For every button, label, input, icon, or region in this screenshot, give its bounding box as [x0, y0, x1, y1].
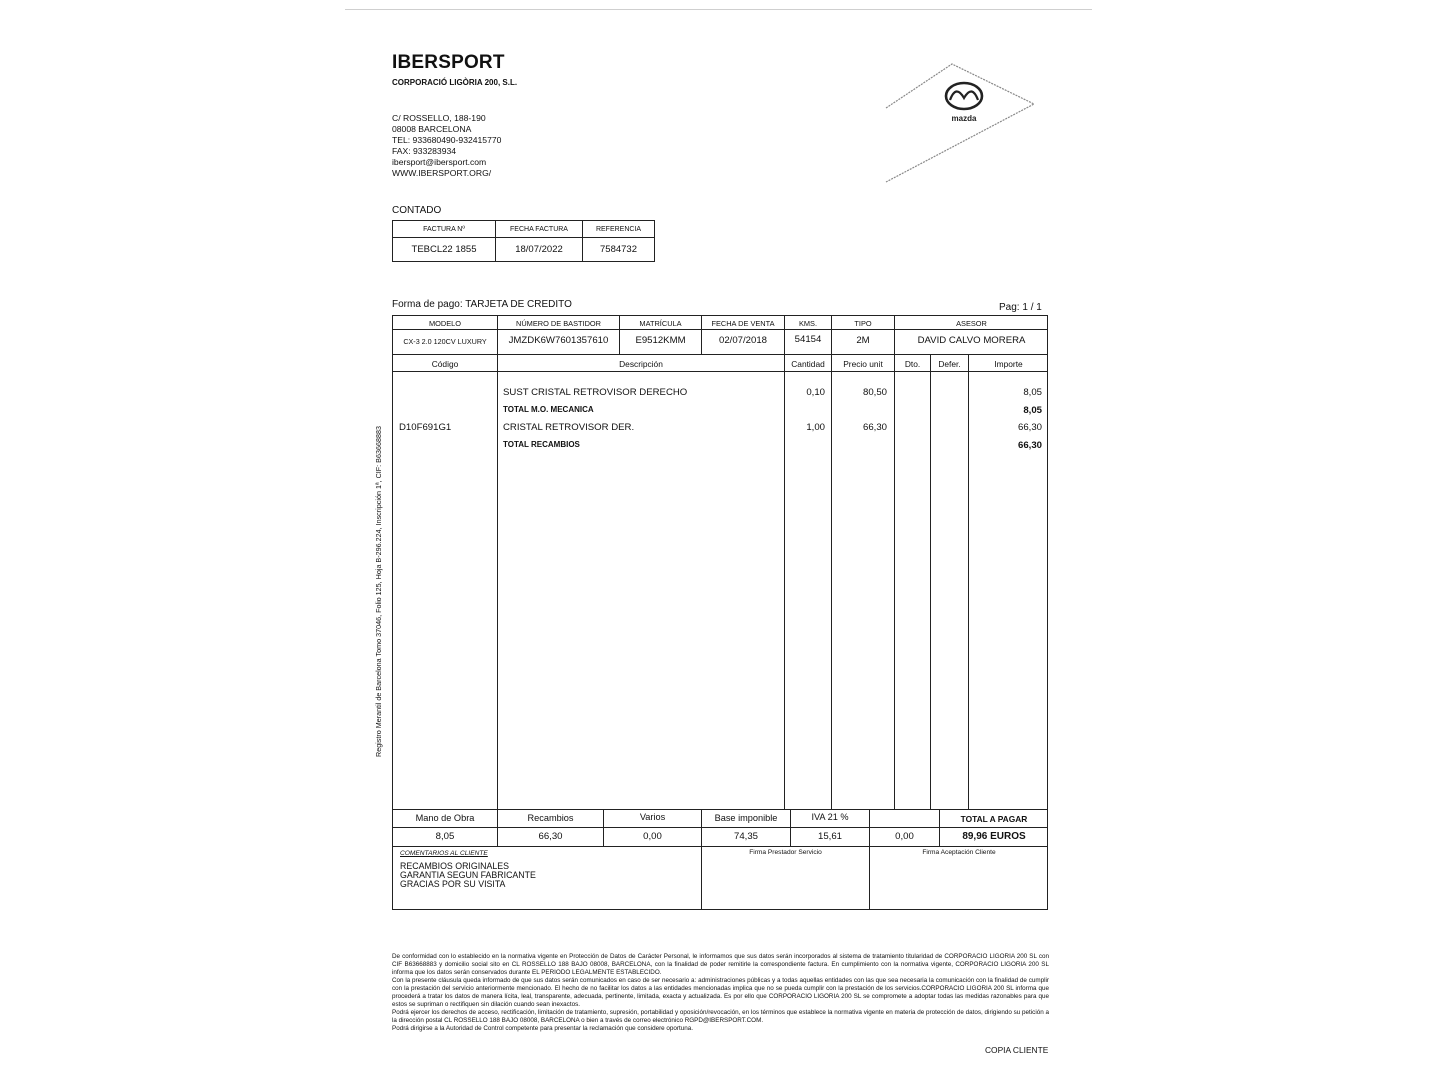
top-rule — [345, 9, 1092, 10]
discount-header: Dto. — [904, 359, 921, 369]
privacy-paragraph: Podrá ejercer los derechos de acceso, rectificación, limitación de tratamiento, supresión, portabilidad y oposición/revocación, en los términos que establece la normativa vigente en materia de protección de datos, dirigiendo su petición a la dirección postal CL ROSSELLO 188 BAJO 08008, BARCELONA o bien a través de correo electrónico RGPD@IBERSPORT.COM. — [392, 1009, 1049, 1024]
rule — [393, 371, 1048, 372]
rule — [497, 354, 498, 809]
client-signature-label: Firma Aceptación Cliente — [922, 849, 996, 856]
comments-text — [400, 862, 536, 889]
rule — [393, 809, 1048, 810]
description-header: Descripción — [619, 359, 663, 369]
total-due-label: TOTAL A PAGAR — [960, 814, 1028, 824]
fecha-value: 18/07/2022 — [496, 238, 583, 262]
fax-line: FAX: 933283934 — [392, 146, 457, 156]
plate-header: MATRÍCULA — [639, 319, 682, 328]
deferred-header: Defer. — [938, 359, 961, 369]
vin-value: JMZDK6W7601357610 — [508, 335, 609, 346]
privacy-paragraph: De conformidad con lo establecido en la normativa vigente en Protección de Datos de Carácter Personal, le informamos que sus datos serán incorporados al sistema de tratamiento titularidad de CORPORACIO LIGORIA 200 SL con CIF B63668883 y domicilio social sito en CL ROSSELLO 188 BAJO 08008, BARCELONA, con la finalidad de poder remitirle la correspondiente factura. En cumplimiento con la normativa vigente, CORPORACIO LIGORIA 200 SL informa que los datos serán conservados durante EL PERIODO LEGALMENTE ESTABLECIDO. — [392, 953, 1049, 976]
line-code: D10F691G1 — [399, 422, 452, 433]
rule — [930, 354, 931, 809]
comment-line: RECAMBIOS ORIGINALES — [400, 861, 510, 871]
amount-header: Importe — [994, 359, 1023, 369]
line-amount: 8,05 — [1023, 387, 1042, 398]
type-header: TIPO — [854, 319, 872, 328]
sale-type: CONTADO — [392, 205, 442, 216]
factura-value: TEBCL22 1855 — [393, 238, 496, 262]
provider-signature-label: Firma Prestador Servicio — [749, 849, 822, 856]
vat-value: 15,61 — [817, 831, 842, 842]
labor-total-label: TOTAL M.O. MECANICA — [503, 405, 594, 414]
website-line: WWW.IBERSPORT.ORG/ — [392, 168, 492, 178]
privacy-notice — [392, 953, 1049, 1033]
privacy-paragraph: Con la presente cláusula queda informado de que sus datos serán comunicados en caso de ser necesario a: administraciones públicas y a todas aquellas entidades con las que sea necesaria la comunicación con la finalidad de cumplir con la prestación del servicio anteriormente mencionado. El hecho de no facilitar los datos a las entidades mencionadas implica que no se pueda cumplir con la prestación de los servicios.CORPORACIO LIGORIA 200 SL informa que procederá a tratar los datos de manera lícita, leal, transparente, adecuada, pertinente, limitada, exacta y actualizada. Es por ello que CORPORACIO LIGORIA 200 SL se compromete a adoptar todas las medidas razonables para que estos se supriman o rectifiquen sin dilación cuando sean inexactos. — [392, 977, 1049, 1008]
vin-header: NÚMERO DE BASTIDOR — [516, 319, 601, 328]
email-line: ibersport@ibersport.com — [392, 157, 487, 167]
referencia-value: 7584732 — [583, 238, 655, 262]
line-description: SUST CRISTAL RETROVISOR DERECHO — [503, 387, 688, 398]
total-due-value: 89,96 EUROS — [962, 831, 1026, 842]
other-value: 0,00 — [895, 831, 914, 842]
sale-date-header: FECHA DE VENTA — [711, 319, 775, 328]
rule — [894, 354, 895, 809]
unit-price-header: Precio unit — [843, 359, 883, 369]
taxable-base-value: 74,35 — [733, 831, 758, 842]
quantity-header: Cantidad — [791, 359, 825, 369]
kms-header: KMS. — [798, 319, 818, 328]
factura-label: FACTURA Nº — [393, 221, 496, 238]
labor-total-amount: 8,05 — [1023, 405, 1042, 416]
address-line: C/ ROSSELLO, 188-190 — [392, 113, 486, 123]
line-unit-price: 66,30 — [862, 422, 887, 433]
mazda-logo — [884, 62, 1036, 186]
fecha-label: FECHA FACTURA — [496, 221, 583, 238]
code-header: Código — [431, 359, 459, 369]
invoice-body — [392, 315, 1048, 910]
company-address — [392, 113, 501, 179]
line-quantity: 0,10 — [806, 387, 825, 398]
taxable-base-label: Base imponible — [714, 813, 778, 823]
labor-value: 8,05 — [435, 831, 455, 842]
rule — [393, 329, 1048, 330]
address-line: 08008 BARCELONA — [392, 124, 472, 134]
privacy-paragraph: Podrá dirigirse a la Autoridad de Control competente para presentar la reclamación que considere oportuna. — [392, 1025, 694, 1032]
comment-line: GRACIAS POR SU VISITA — [400, 879, 506, 889]
sale-date-value: 02/07/2018 — [718, 335, 767, 346]
line-unit-price: 80,50 — [862, 387, 887, 398]
advisor-value: DAVID CALVO MORERA — [917, 335, 1026, 346]
rule — [393, 827, 1048, 828]
misc-label: Varios — [639, 812, 666, 822]
comment-line: GARANTIA SEGUN FABRICANTE — [400, 870, 536, 880]
misc-value: 0,00 — [643, 831, 662, 842]
copy-label: COPIA CLIENTE — [985, 1045, 1049, 1055]
parts-total-label: TOTAL RECAMBIOS — [503, 440, 580, 449]
type-value: 2M — [856, 335, 870, 346]
rule — [393, 354, 1048, 355]
referencia-label: REFERENCIA — [583, 221, 655, 238]
model-value: CX-3 2.0 120CV LUXURY — [403, 337, 487, 346]
registry-info: Registro Merantil de Barcelona Tomo 37046, Folio 125, Hoja B-296.224, Inscripción 1ª, CIF: B63668883 — [374, 426, 383, 757]
phone-line: TEL: 933680490-932415770 — [392, 135, 502, 145]
payment-method: Forma de pago: TARJETA DE CREDITO — [392, 299, 572, 310]
parts-label: Recambios — [527, 813, 574, 823]
line-quantity: 1,00 — [806, 422, 825, 433]
logo-text: mazda — [951, 114, 977, 123]
labor-label: Mano de Obra — [415, 813, 475, 823]
parts-value: 66,30 — [538, 831, 563, 842]
model-header: MODELO — [428, 319, 462, 328]
comments-title: COMENTARIOS AL CLIENTE — [400, 850, 488, 857]
kms-value: 54154 — [794, 334, 822, 345]
advisor-header: ASESOR — [956, 319, 987, 328]
parts-total-amount: 66,30 — [1017, 440, 1042, 451]
line-amount: 66,30 — [1017, 422, 1042, 433]
line-description: CRISTAL RETROVISOR DER. — [503, 422, 635, 433]
rule — [393, 846, 1048, 847]
invoice-header-table — [392, 220, 655, 262]
company-name: IBERSPORT — [392, 52, 505, 73]
page-number: Pag: 1 / 1 — [999, 302, 1042, 313]
company-legal-name: CORPORACIÓ LIGÒRIA 200, S.L. — [392, 78, 518, 87]
plate-value: E9512KMM — [635, 335, 686, 346]
vat-label: IVA 21 % — [811, 812, 849, 822]
